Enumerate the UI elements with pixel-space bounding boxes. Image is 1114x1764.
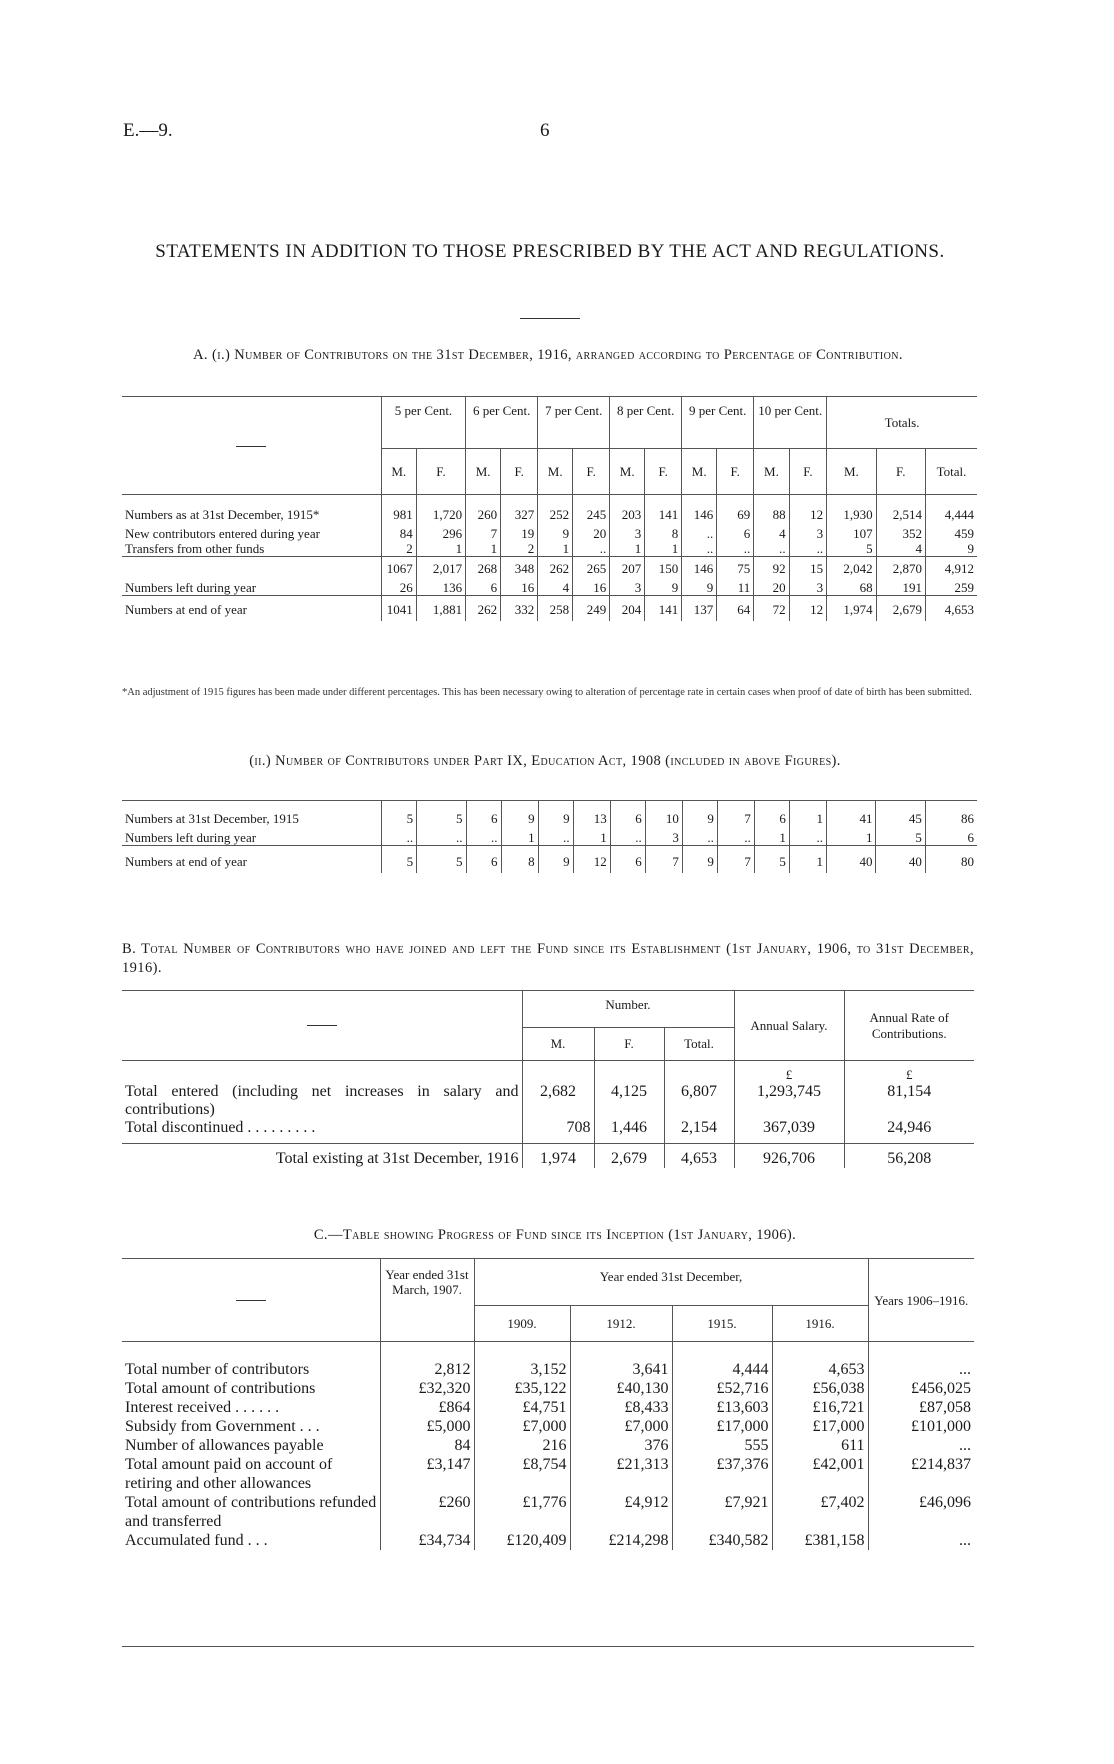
pound-sign: £ bbox=[734, 1061, 844, 1084]
year-1907-header: Year ended 31st March, 1907. bbox=[380, 1259, 474, 1342]
row-label: Total amount paid on account of retiring and other allowances bbox=[125, 1456, 333, 1492]
table-row bbox=[122, 846, 977, 874]
table-row bbox=[122, 830, 977, 846]
table-row bbox=[122, 1436, 974, 1455]
cell: £340,582 bbox=[672, 1531, 772, 1550]
sub-header: F. bbox=[876, 449, 925, 495]
table-row bbox=[122, 1119, 974, 1144]
cell: 12 bbox=[573, 846, 610, 874]
cell: 4 bbox=[754, 526, 789, 541]
cell: 981 bbox=[381, 495, 416, 527]
cell: 207 bbox=[610, 557, 645, 581]
cell: 41 bbox=[827, 801, 876, 831]
cell: £13,603 bbox=[672, 1398, 772, 1417]
cell: 7 bbox=[466, 526, 501, 541]
cell: £381,158 bbox=[772, 1531, 868, 1550]
table-row bbox=[122, 596, 977, 622]
cell: 64 bbox=[717, 596, 754, 622]
cell: ... bbox=[868, 1436, 974, 1455]
cell: £7,000 bbox=[474, 1417, 570, 1436]
cell: 69 bbox=[717, 495, 754, 527]
table-c-caption: C.—Table showing Progress of Fund since its Inception (1st January, 1906). bbox=[313, 1227, 797, 1243]
table-row bbox=[122, 557, 977, 581]
cell: £46,096 bbox=[868, 1493, 974, 1531]
cell: 92 bbox=[754, 557, 789, 581]
cell: 3 bbox=[645, 830, 682, 846]
table-row bbox=[122, 1531, 974, 1550]
cell: £864 bbox=[380, 1398, 474, 1417]
f-header: F. bbox=[594, 1028, 664, 1061]
row-label: Numbers as at 31st December, 1915* bbox=[125, 507, 320, 522]
cell: 12 bbox=[789, 596, 827, 622]
cell: 1 bbox=[827, 830, 876, 846]
cell: £32,320 bbox=[380, 1379, 474, 1398]
cell: 146 bbox=[682, 495, 717, 527]
cell: 146 bbox=[682, 557, 717, 581]
cell: 12 bbox=[789, 495, 827, 527]
cell: 260 bbox=[466, 495, 501, 527]
cell: 1 bbox=[573, 830, 610, 846]
group-header: 10 per Cent. bbox=[754, 397, 827, 449]
sub-header: M. bbox=[466, 449, 501, 495]
footnote: *An adjustment of 1915 figures has been made under different percentages. This has been necessary owing to alteration of percentage rate in certain cases when proof of date of birth has been submitted. bbox=[122, 687, 972, 698]
cell: £7,402 bbox=[772, 1493, 868, 1531]
cell: 86 bbox=[925, 801, 977, 831]
sub-header: F. bbox=[645, 449, 682, 495]
table-row bbox=[122, 1144, 974, 1169]
cell: 13 bbox=[573, 801, 610, 831]
cell: 1,881 bbox=[416, 596, 465, 622]
group-header: 9 per Cent. bbox=[682, 397, 754, 449]
cell: 1,930 bbox=[827, 495, 876, 527]
cell: 2,514 bbox=[876, 495, 925, 527]
sub-header: M. bbox=[610, 449, 645, 495]
sub-header: F. bbox=[416, 449, 465, 495]
table-row bbox=[122, 1379, 974, 1398]
cell: £101,000 bbox=[868, 1417, 974, 1436]
cell: 4,653 bbox=[772, 1360, 868, 1379]
rate-header: Annual Rate of Contributions. bbox=[844, 991, 974, 1061]
cell: 15 bbox=[789, 557, 827, 581]
cell: 259 bbox=[925, 580, 977, 596]
cell: 262 bbox=[466, 596, 501, 622]
cell: 2,679 bbox=[876, 596, 925, 622]
row-label bbox=[122, 557, 381, 581]
table-b bbox=[122, 990, 974, 1168]
cell: £21,313 bbox=[570, 1455, 672, 1493]
cell: .. bbox=[382, 830, 417, 846]
cell: 4,653 bbox=[664, 1144, 734, 1169]
cell: 327 bbox=[501, 495, 538, 527]
cell: 24,946 bbox=[844, 1119, 974, 1144]
table-c bbox=[122, 1258, 974, 1550]
row-label: Transfers from other funds bbox=[125, 541, 265, 556]
cell: 7 bbox=[717, 801, 754, 831]
cell: 1 bbox=[501, 830, 538, 846]
cell: 9 bbox=[538, 846, 573, 874]
cell: 1,974 bbox=[522, 1144, 594, 1169]
cell: 2,812 bbox=[380, 1360, 474, 1379]
cell: 4,125 bbox=[594, 1083, 664, 1119]
table-row bbox=[122, 541, 977, 557]
cell: 81,154 bbox=[844, 1083, 974, 1119]
row-label: Numbers left during year bbox=[125, 830, 257, 845]
cell: £120,409 bbox=[474, 1531, 570, 1550]
cell: 3 bbox=[610, 580, 645, 596]
cell: 141 bbox=[645, 596, 682, 622]
cell: £16,721 bbox=[772, 1398, 868, 1417]
m-header: M. bbox=[522, 1028, 594, 1061]
cell: 249 bbox=[573, 596, 610, 622]
total-header: Total. bbox=[664, 1028, 734, 1061]
cell: 2,682 bbox=[522, 1083, 594, 1119]
blank-header-dash bbox=[307, 1025, 337, 1026]
salary-header: Annual Salary. bbox=[734, 991, 844, 1061]
cell: £260 bbox=[380, 1493, 474, 1531]
years-total-header: Years 1906–1916. bbox=[868, 1259, 974, 1342]
cell: 11 bbox=[717, 580, 754, 596]
cell: £214,837 bbox=[868, 1455, 974, 1493]
table-row bbox=[122, 1083, 974, 1119]
cell: .. bbox=[789, 541, 827, 557]
cell: £3,147 bbox=[380, 1455, 474, 1493]
cell: .. bbox=[682, 541, 717, 557]
sub-header: F. bbox=[573, 449, 610, 495]
cell: 1,446 bbox=[594, 1119, 664, 1144]
cell: £1,776 bbox=[474, 1493, 570, 1531]
cell: 16 bbox=[501, 580, 538, 596]
cell: £37,376 bbox=[672, 1455, 772, 1493]
cell: .. bbox=[682, 526, 717, 541]
cell: 6 bbox=[717, 526, 754, 541]
cell: .. bbox=[717, 830, 754, 846]
cell: £4,751 bbox=[474, 1398, 570, 1417]
cell: 4,444 bbox=[672, 1360, 772, 1379]
table-row bbox=[122, 1417, 974, 1436]
cell: 2 bbox=[501, 541, 538, 557]
sub-header: M. bbox=[827, 449, 876, 495]
sub-header: M. bbox=[682, 449, 717, 495]
row-label: Total existing at 31st December, 1916 bbox=[275, 1150, 519, 1167]
cell: 9 bbox=[538, 526, 573, 541]
cell: 9 bbox=[501, 801, 538, 831]
cell: 16 bbox=[573, 580, 610, 596]
cell: 88 bbox=[754, 495, 789, 527]
row-label: Total entered (including net increases in salary and contributions) bbox=[125, 1083, 519, 1118]
cell: .. bbox=[754, 541, 789, 557]
table-row bbox=[122, 1398, 974, 1417]
cell: 1041 bbox=[381, 596, 416, 622]
cell: 6 bbox=[925, 830, 977, 846]
cell: 150 bbox=[645, 557, 682, 581]
table-a1-caption: A. (i.) Number of Contributors on the 31st December, 1916, arranged according to Percentage of Contribution. bbox=[193, 347, 903, 363]
row-label: Interest received . . . . . . bbox=[125, 1399, 280, 1416]
cell: 5 bbox=[827, 541, 876, 557]
cell: 376 bbox=[570, 1436, 672, 1455]
cell: 84 bbox=[381, 526, 416, 541]
cell: 2,154 bbox=[664, 1119, 734, 1144]
cell: 1,720 bbox=[416, 495, 465, 527]
row-label: New contributors entered during year bbox=[125, 526, 320, 541]
cell: 7 bbox=[645, 846, 682, 874]
cell: 9 bbox=[645, 580, 682, 596]
cell: 68 bbox=[827, 580, 876, 596]
cell: 611 bbox=[772, 1436, 868, 1455]
number-header: Number. bbox=[522, 991, 734, 1028]
cell: 6 bbox=[754, 801, 789, 831]
cell: 3,152 bbox=[474, 1360, 570, 1379]
table-row bbox=[122, 1360, 974, 1379]
cell: 3,641 bbox=[570, 1360, 672, 1379]
cell: 1,974 bbox=[827, 596, 876, 622]
cell: 332 bbox=[501, 596, 538, 622]
cell: 252 bbox=[538, 495, 573, 527]
cell: 2 bbox=[381, 541, 416, 557]
table-row bbox=[122, 580, 977, 596]
cell: .. bbox=[466, 830, 501, 846]
cell: 141 bbox=[645, 495, 682, 527]
year-header: 1909. bbox=[474, 1306, 570, 1342]
cell: £42,001 bbox=[772, 1455, 868, 1493]
row-label: Number of allowances payable bbox=[125, 1437, 324, 1454]
cell: 555 bbox=[672, 1436, 772, 1455]
cell: .. bbox=[682, 830, 717, 846]
group-header: Totals. bbox=[827, 397, 977, 449]
cell: 4,912 bbox=[925, 557, 977, 581]
cell: 19 bbox=[501, 526, 538, 541]
cell: ... bbox=[868, 1360, 974, 1379]
cell: 5 bbox=[382, 846, 417, 874]
row-label: Total number of contributors bbox=[125, 1361, 310, 1378]
sub-header: M. bbox=[754, 449, 789, 495]
cell: 1 bbox=[645, 541, 682, 557]
cell: 4,444 bbox=[925, 495, 977, 527]
cell: 2,017 bbox=[416, 557, 465, 581]
document-code: E.—9. bbox=[123, 120, 173, 141]
table-a1 bbox=[122, 396, 977, 621]
cell: 4,653 bbox=[925, 596, 977, 622]
cell: 9 bbox=[682, 580, 717, 596]
cell: 203 bbox=[610, 495, 645, 527]
cell: 1 bbox=[466, 541, 501, 557]
cell: 6 bbox=[466, 580, 501, 596]
cell: 1 bbox=[754, 830, 789, 846]
cell: 80 bbox=[925, 846, 977, 874]
cell: £8,754 bbox=[474, 1455, 570, 1493]
cell: 136 bbox=[416, 580, 465, 596]
cell: .. bbox=[789, 830, 826, 846]
cell: 1 bbox=[789, 846, 826, 874]
cell: 926,706 bbox=[734, 1144, 844, 1169]
cell: 268 bbox=[466, 557, 501, 581]
cell: 20 bbox=[573, 526, 610, 541]
cell: 265 bbox=[573, 557, 610, 581]
cell: 1 bbox=[610, 541, 645, 557]
year-header: 1912. bbox=[570, 1306, 672, 1342]
cell: 2,679 bbox=[594, 1144, 664, 1169]
cell: 5 bbox=[754, 846, 789, 874]
cell: £456,025 bbox=[868, 1379, 974, 1398]
cell: £35,122 bbox=[474, 1379, 570, 1398]
sub-header: M. bbox=[538, 449, 573, 495]
cell: £7,921 bbox=[672, 1493, 772, 1531]
group-header: 6 per Cent. bbox=[466, 397, 538, 449]
cell: 75 bbox=[717, 557, 754, 581]
cell: 245 bbox=[573, 495, 610, 527]
sub-header: M. bbox=[381, 449, 416, 495]
cell: ... bbox=[868, 1531, 974, 1550]
cell: .. bbox=[573, 541, 610, 557]
row-label: Numbers at 31st December, 1915 bbox=[125, 811, 299, 826]
table-c-bottom-rule bbox=[122, 1646, 974, 1647]
cell: 1067 bbox=[381, 557, 416, 581]
row-label: Numbers at end of year bbox=[125, 854, 248, 869]
cell: 1 bbox=[416, 541, 465, 557]
cell: 9 bbox=[538, 801, 573, 831]
cell: 72 bbox=[754, 596, 789, 622]
table-row bbox=[122, 526, 977, 541]
table-row bbox=[122, 1493, 974, 1531]
cell: .. bbox=[717, 541, 754, 557]
sub-header: Total. bbox=[925, 449, 977, 495]
cell: 4 bbox=[876, 541, 925, 557]
table-a2 bbox=[122, 800, 977, 873]
table-row bbox=[122, 1455, 974, 1493]
year-header: 1916. bbox=[772, 1306, 868, 1342]
title-rule bbox=[520, 318, 580, 319]
pound-sign: £ bbox=[844, 1061, 974, 1084]
group-header: 7 per Cent. bbox=[538, 397, 610, 449]
cell: .. bbox=[538, 830, 573, 846]
cell: 6,807 bbox=[664, 1083, 734, 1119]
cell: 459 bbox=[925, 526, 977, 541]
cell: 1 bbox=[538, 541, 573, 557]
cell: 20 bbox=[754, 580, 789, 596]
cell: £34,734 bbox=[380, 1531, 474, 1550]
row-label: Numbers at end of year bbox=[125, 602, 248, 617]
cell: 348 bbox=[501, 557, 538, 581]
cell: 367,039 bbox=[734, 1119, 844, 1144]
cell: 708 bbox=[522, 1119, 594, 1144]
row-label: Subsidy from Government . . . bbox=[125, 1418, 320, 1435]
sub-header: F. bbox=[717, 449, 754, 495]
cell: £4,912 bbox=[570, 1493, 672, 1531]
cell: 3 bbox=[789, 580, 827, 596]
cell: 2,042 bbox=[827, 557, 876, 581]
cell: 137 bbox=[682, 596, 717, 622]
blank-header-dash bbox=[236, 1300, 266, 1301]
cell: £52,716 bbox=[672, 1379, 772, 1398]
cell: 2,870 bbox=[876, 557, 925, 581]
cell: 204 bbox=[610, 596, 645, 622]
cell: .. bbox=[417, 830, 466, 846]
table-row bbox=[122, 801, 977, 831]
cell: £214,298 bbox=[570, 1531, 672, 1550]
cell: 6 bbox=[610, 801, 645, 831]
row-label: Total amount of contributions refunded and transferred bbox=[125, 1494, 377, 1530]
year-group-header: Year ended 31st December, bbox=[474, 1259, 868, 1306]
cell: 4 bbox=[538, 580, 573, 596]
cell: 8 bbox=[501, 846, 538, 874]
table-b-caption: B. Total Number of Contributors who have joined and left the Fund since its Establishment (1st January, 1906, to 31st December, 1916). bbox=[122, 941, 974, 976]
cell: 8 bbox=[645, 526, 682, 541]
row-label: Accumulated fund . . . bbox=[125, 1532, 268, 1549]
cell: £40,130 bbox=[570, 1379, 672, 1398]
cell: £7,000 bbox=[570, 1417, 672, 1436]
page-number: 6 bbox=[540, 120, 550, 141]
cell: 3 bbox=[610, 526, 645, 541]
cell: 5 bbox=[417, 846, 466, 874]
cell: 352 bbox=[876, 526, 925, 541]
cell: 1,293,745 bbox=[734, 1083, 844, 1119]
cell: 191 bbox=[876, 580, 925, 596]
cell: 9 bbox=[925, 541, 977, 557]
cell: 216 bbox=[474, 1436, 570, 1455]
row-label: Total discontinued . . . . . . . . . bbox=[125, 1119, 316, 1136]
cell: 3 bbox=[789, 526, 827, 541]
cell: 1 bbox=[789, 801, 826, 831]
cell: 10 bbox=[645, 801, 682, 831]
table-row bbox=[122, 495, 977, 527]
cell: 5 bbox=[876, 830, 925, 846]
cell: 40 bbox=[827, 846, 876, 874]
cell: 5 bbox=[382, 801, 417, 831]
sub-header: F. bbox=[501, 449, 538, 495]
cell: 6 bbox=[466, 846, 501, 874]
cell: £17,000 bbox=[672, 1417, 772, 1436]
cell: £8,433 bbox=[570, 1398, 672, 1417]
cell: 84 bbox=[380, 1436, 474, 1455]
cell: 9 bbox=[682, 846, 717, 874]
page-title: STATEMENTS IN ADDITION TO THOSE PRESCRIBED BY THE ACT AND REGULATIONS. bbox=[155, 241, 945, 262]
table-a2-caption: (ii.) Number of Contributors under Part IX, Education Act, 1908 (included in above Figures). bbox=[249, 753, 841, 769]
cell: 6 bbox=[466, 801, 501, 831]
blank-header-dash bbox=[236, 446, 266, 447]
cell: £5,000 bbox=[380, 1417, 474, 1436]
group-header: 5 per Cent. bbox=[381, 397, 465, 449]
cell: £56,038 bbox=[772, 1379, 868, 1398]
cell: 40 bbox=[876, 846, 925, 874]
cell: 107 bbox=[827, 526, 876, 541]
cell: 56,208 bbox=[844, 1144, 974, 1169]
cell: 45 bbox=[876, 801, 925, 831]
row-label: Total amount of contributions bbox=[125, 1380, 316, 1397]
cell: 7 bbox=[717, 846, 754, 874]
cell: 6 bbox=[610, 846, 645, 874]
row-label: Numbers left during year bbox=[125, 580, 257, 595]
cell: 258 bbox=[538, 596, 573, 622]
cell: £17,000 bbox=[772, 1417, 868, 1436]
sub-header: F. bbox=[789, 449, 827, 495]
cell: 296 bbox=[416, 526, 465, 541]
cell: 26 bbox=[381, 580, 416, 596]
cell: 9 bbox=[682, 801, 717, 831]
cell: 5 bbox=[417, 801, 466, 831]
cell: £87,058 bbox=[868, 1398, 974, 1417]
year-header: 1915. bbox=[672, 1306, 772, 1342]
cell: 262 bbox=[538, 557, 573, 581]
group-header: 8 per Cent. bbox=[610, 397, 682, 449]
cell: .. bbox=[610, 830, 645, 846]
